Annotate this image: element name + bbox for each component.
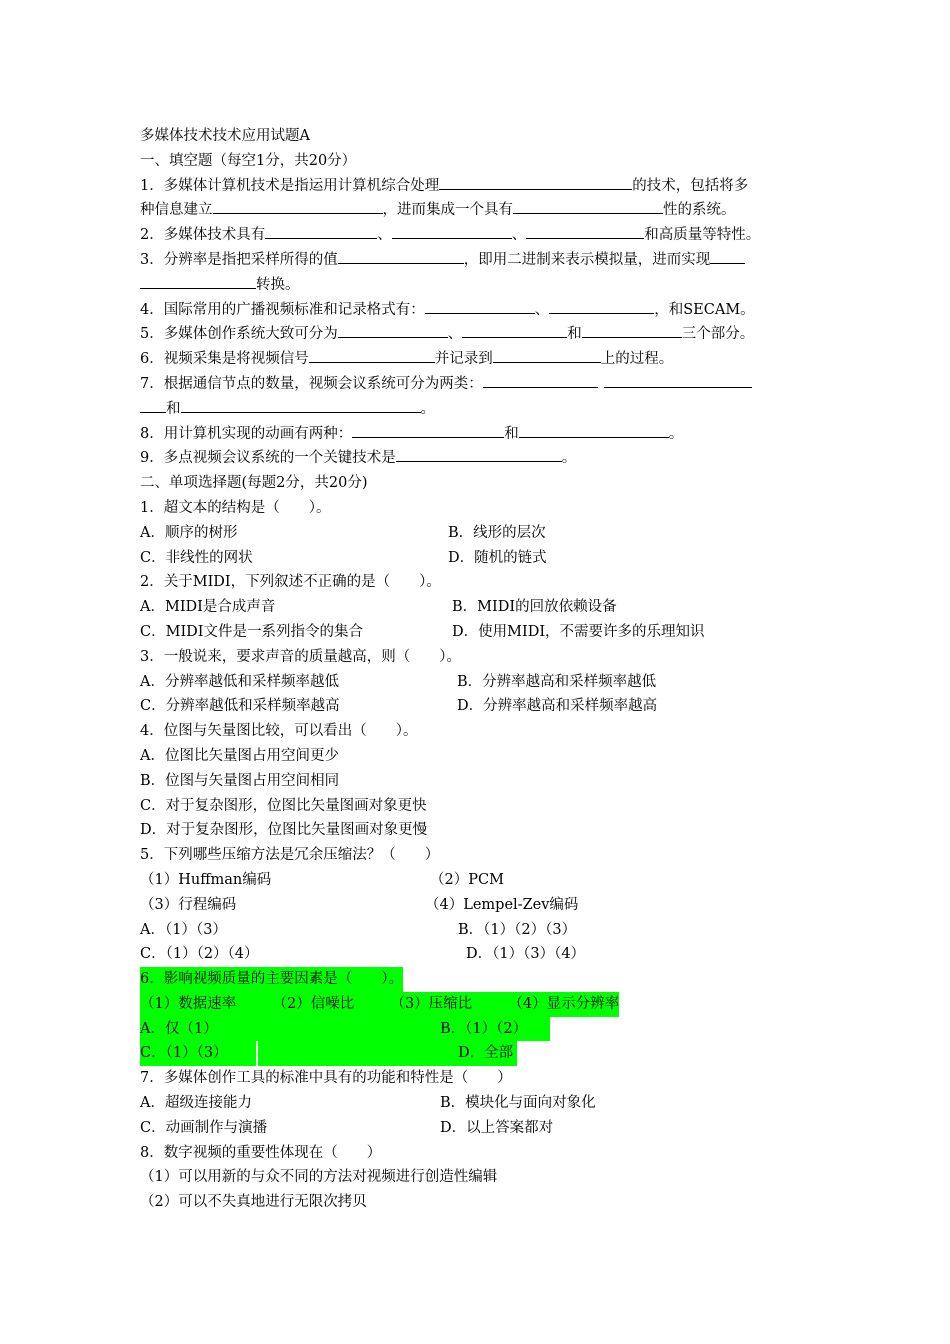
fill-q3-line1: 3．分辨率是指把采样所得的值 ，即用二进制来表示模拟量，进而实现 — [140, 248, 812, 273]
mc-q6-row1 — [140, 1017, 812, 1042]
item-1: （1）Huffman编码 — [140, 871, 272, 888]
mc-q5-stem: 5．下列哪些压缩方法是冗余压缩法？（ ） — [140, 847, 440, 864]
answer-blank — [526, 223, 644, 239]
option-b: B．线形的层次 — [448, 524, 546, 541]
answer-blank — [493, 347, 601, 363]
option-b: B．分辨率越高和采样频率越低 — [457, 673, 657, 690]
option-d: D．以上答案都对 — [440, 1119, 554, 1136]
option-c: C．（1）（3） — [140, 1041, 256, 1066]
mc-q8-stem: 8．数字视频的重要性体现在（ ） — [140, 1144, 382, 1161]
mc-q7-row1 — [140, 1091, 812, 1116]
mc-q5-items-row1 — [140, 868, 812, 893]
mc-q5-row1 — [140, 918, 812, 943]
answer-blank — [439, 174, 632, 190]
document — [140, 124, 812, 1215]
option-a: A．分辨率越低和采样频率越低 — [140, 673, 339, 690]
item-2: （2）可以不失真地进行无限次拷贝 — [140, 1194, 367, 1211]
fill-q1-line2: 种信息建立 ，进而集成一个具有 性的系统。 — [140, 198, 812, 223]
answer-blank — [549, 298, 654, 314]
option-a: A．位图比矢量图占用空间更少 — [140, 747, 339, 764]
fill-q1-line1: 1．多媒体计算机技术是指运用计算机综合处理 的技术，包括将多 — [140, 174, 812, 199]
fill-q7-line1: 7．根据通信节点的数量，视频会议系统可分为两类： — [140, 372, 812, 397]
doc-title: 多媒体技术技术应用试题A — [140, 128, 310, 144]
option-d: D．（1）（3）（4） — [466, 946, 586, 963]
answer-blank — [519, 422, 669, 438]
mc-q2-row1 — [140, 595, 812, 620]
mc-q3-row1 — [140, 670, 812, 695]
option-b: B．位图与矢量图占用空间相同 — [140, 772, 340, 789]
answer-blank — [462, 322, 567, 338]
mc-q7-stem: 7．多媒体创作工具的标准中具有的功能和特性是（ ） — [140, 1070, 512, 1087]
answer-blank — [352, 422, 504, 438]
highlighted-text: （1）数据速率 （2）信噪比 （3）压缩比 （4）显示分辨率 — [140, 992, 619, 1017]
option-b: B．模块化与面向对象化 — [440, 1095, 596, 1112]
answer-blank — [513, 198, 663, 214]
item-3: （3）行程编码 — [140, 896, 237, 913]
option-d: D．随机的链式 — [448, 549, 547, 566]
mc-q5-items-row2 — [140, 893, 812, 918]
fill-q4: 4．国际常用的广播视频标准和记录格式有： 、 ，和SECAM。 — [140, 298, 812, 323]
mc-q3-row2 — [140, 694, 812, 719]
mc-q1-row1 — [140, 521, 812, 546]
highlighted-text: 6．影响视频质量的主要因素是（ ）。 — [140, 967, 403, 992]
option-c: C．对于复杂图形，位图比矢量图画对象更快 — [140, 797, 427, 814]
answer-blank — [265, 223, 377, 239]
mc-q2-stem: 2．关于MIDI，下列叙述不正确的是（ ）。 — [140, 574, 441, 591]
item-1: （1）可以用新的与众不同的方法对视频进行创造性编辑 — [140, 1169, 498, 1186]
option-d: D．使用MIDI，不需要许多的乐理知识 — [452, 623, 705, 640]
fill-q8: 8．用计算机实现的动画有两种： 和 。 — [140, 422, 812, 447]
mc-q1-stem: 1．超文本的结构是（ ）。 — [140, 499, 331, 516]
answer-blank — [140, 397, 166, 413]
answer-blank — [213, 198, 383, 214]
option-d: D．分辨率越高和采样频率越高 — [457, 698, 658, 715]
option-a: A．顺序的树形 — [140, 524, 238, 541]
fill-q7-line2: 和 。 — [140, 397, 812, 422]
fill-q6: 6．视频采集是将视频信号 并记录到 上的过程。 — [140, 347, 812, 372]
mc-q2-row2 — [140, 620, 812, 645]
mc-q1-row2 — [140, 546, 812, 571]
fill-q3-line2: 转换。 — [140, 273, 812, 298]
mc-q7-row2 — [140, 1116, 812, 1141]
answer-blank — [710, 248, 745, 264]
mc-q6-stem — [140, 967, 812, 992]
option-a: A．超级连接能力 — [140, 1095, 252, 1112]
highlight-fill — [258, 1041, 458, 1066]
option-d: D．全部 — [458, 1041, 517, 1066]
answer-blank — [582, 322, 682, 338]
option-a: A．仅（1） — [140, 1017, 440, 1042]
option-c: C．分辨率越低和采样频率越高 — [140, 698, 340, 715]
mc-q6-row2 — [140, 1041, 812, 1066]
option-a: A．（1）（3） — [140, 921, 227, 938]
answer-blank — [392, 223, 512, 239]
section1-heading: 一、填空题（每空1分，共20分） — [140, 152, 357, 169]
option-b: B．MIDI的回放依赖设备 — [452, 599, 617, 616]
answer-blank — [338, 322, 448, 338]
answer-blank — [338, 248, 464, 264]
mc-q4-stem: 4．位图与矢量图比较，可以看出（ ）。 — [140, 723, 418, 740]
option-c: C．MIDI文件是一系列指令的集合 — [140, 623, 364, 640]
fill-q9: 9．多点视频会议系统的一个关键技术是 。 — [140, 446, 812, 471]
answer-blank — [396, 446, 562, 462]
mc-q3-stem: 3．一般说来，要求声音的质量越高，则（ ）。 — [140, 648, 461, 665]
answer-blank — [140, 273, 256, 289]
section2-heading: 二、单项选择题(每题2分，共20分) — [140, 475, 368, 492]
option-c: C．（1）（2）（4） — [140, 946, 259, 963]
answer-blank — [425, 298, 535, 314]
option-a: A．MIDI是合成声音 — [140, 599, 276, 616]
option-d: D．对于复杂图形，位图比矢量图画对象更慢 — [140, 822, 428, 839]
answer-blank — [604, 372, 752, 388]
option-c: C．非线性的网状 — [140, 549, 253, 566]
option-c: C．动画制作与演播 — [140, 1119, 268, 1136]
answer-blank — [483, 372, 598, 388]
fill-q5: 5．多媒体创作系统大致可分为 、 和 三个部分。 — [140, 322, 812, 347]
mc-q6-items — [140, 992, 812, 1017]
answer-blank — [181, 397, 421, 413]
item-2: （2）PCM — [430, 871, 504, 888]
option-b: B．（1）（2） — [440, 1017, 550, 1042]
item-4: （4）Lempel-Zev编码 — [425, 896, 579, 913]
fill-q2: 2．多媒体技术具有 、 、 和高质量等特性。 — [140, 223, 812, 248]
mc-q5-row2 — [140, 942, 812, 967]
answer-blank — [309, 347, 435, 363]
option-b: B．（1）（2）（3） — [458, 921, 577, 938]
